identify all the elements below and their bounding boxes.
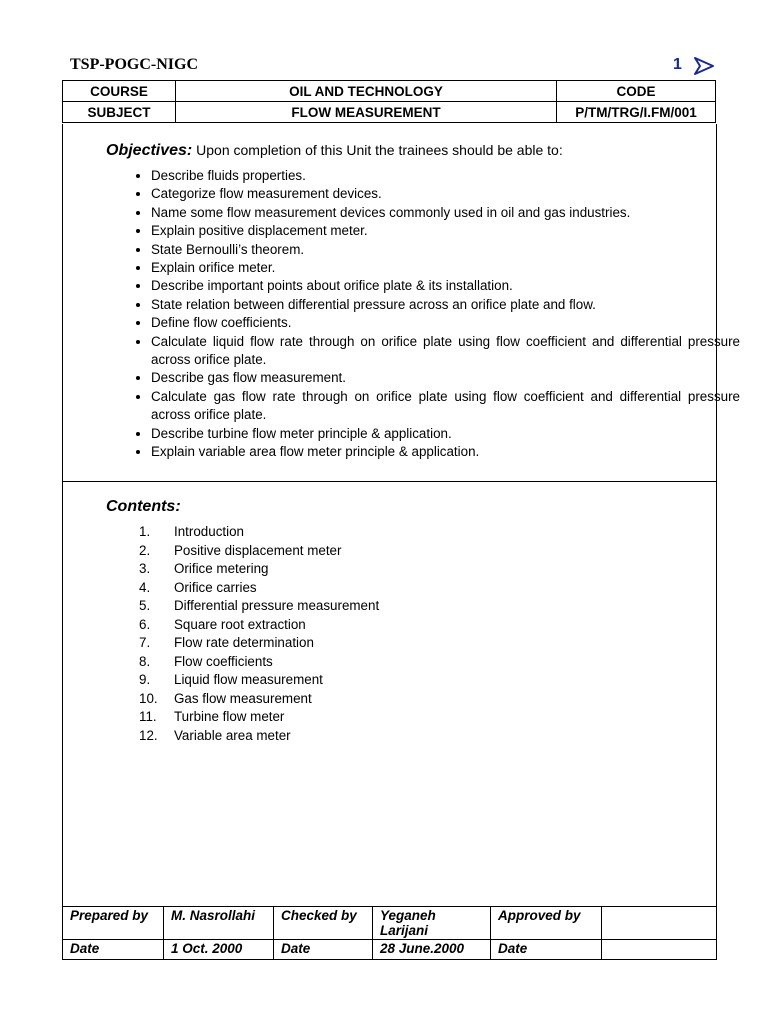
- objectives-intro: Upon completion of this Unit the trainees should be able to:: [192, 142, 563, 158]
- contents-item: [139, 727, 379, 746]
- contents-item: [139, 523, 379, 542]
- date-value-approved: [602, 940, 717, 961]
- contents-item-number: 8.: [139, 653, 151, 669]
- contents-heading: Contents:: [106, 498, 181, 515]
- approved-by-value: [602, 907, 717, 940]
- contents-item-text: Turbine flow meter: [174, 709, 285, 724]
- checked-by-label: Checked by: [274, 907, 373, 940]
- contents-item-text: Differential pressure measurement: [174, 598, 380, 613]
- contents-item: [139, 579, 379, 598]
- objective-item: • Name some flow measurement devices commonly used in oil and gas industries.: [151, 204, 740, 222]
- approval-table: [63, 906, 716, 960]
- date-label-prepared: Date: [63, 940, 164, 961]
- section-divider: [63, 481, 716, 482]
- objective-item: • State relation between differential pressure across an orifice plate and flow.: [151, 296, 740, 314]
- contents-item: [139, 708, 379, 727]
- contents-list: [139, 523, 379, 745]
- contents-item: [139, 616, 379, 635]
- date-value-prepared: 1 Oct. 2000: [164, 940, 274, 961]
- contents-item: [139, 560, 379, 579]
- contents-item: [139, 597, 379, 616]
- subject-label: SUBJECT: [63, 102, 176, 123]
- contents-item-number: 4.: [139, 579, 151, 595]
- contents-item-text: Orifice carries: [174, 579, 257, 595]
- subject-value: FLOW MEASUREMENT: [176, 102, 557, 123]
- contents-item-text: Positive displacement meter: [174, 542, 342, 558]
- contents-item-number: 1.: [139, 524, 151, 539]
- date-value-checked: 28 June.2000: [373, 940, 491, 961]
- contents-item-number: 5.: [139, 598, 151, 613]
- objective-item: • Explain variable area flow meter principle & application.: [151, 443, 740, 461]
- header-table: [62, 80, 716, 123]
- contents-item-number: 7.: [139, 635, 151, 650]
- contents-item: [139, 690, 379, 709]
- objective-item: • Describe important points about orifice plate & its installation.: [151, 277, 740, 295]
- course-label: COURSE: [63, 81, 176, 102]
- contents-item-text: Gas flow measurement: [174, 690, 312, 706]
- objective-item: • Calculate gas flow rate through on orifice plate using flow coefficient and differential pressure across orifice plate.: [151, 388, 740, 425]
- objectives-list: [103, 167, 740, 462]
- course-row: [63, 81, 716, 102]
- contents-item-text: Flow rate determination: [174, 635, 314, 650]
- contents-item-number: 9.: [139, 672, 151, 687]
- course-value: OIL AND TECHNOLOGY: [176, 81, 557, 102]
- arrow-right-icon: [693, 56, 715, 76]
- date-label-approved: Date: [491, 940, 602, 961]
- contents-item: [139, 542, 379, 561]
- objective-item: • Explain positive displacement meter.: [151, 222, 740, 240]
- date-row: [63, 940, 716, 961]
- contents-item-number: 11.: [139, 709, 157, 724]
- contents-item-text: Flow coefficients: [174, 653, 273, 669]
- contents-item-text: Introduction: [174, 524, 244, 539]
- checked-by-value: Yeganeh Larijani: [373, 907, 491, 940]
- contents-item-number: 10.: [139, 690, 158, 706]
- approval-row: [63, 907, 716, 940]
- prepared-by-value: M. Nasrollahi: [164, 907, 274, 940]
- contents-item-number: 6.: [139, 616, 151, 632]
- contents-item-number: 12.: [139, 727, 158, 743]
- contents-item-text: Liquid flow measurement: [174, 672, 323, 687]
- code-value: P/TM/TRG/I.FM/001: [557, 102, 716, 123]
- contents-item-text: Variable area meter: [174, 727, 291, 743]
- contents-item: [139, 634, 379, 653]
- contents-item: [139, 671, 379, 690]
- contents-item-number: 2.: [139, 542, 151, 558]
- contents-item-text: Orifice metering: [174, 561, 269, 576]
- objective-item: • Describe fluids properties.: [151, 167, 740, 185]
- objective-item: • Explain orifice meter.: [151, 259, 740, 277]
- objective-item: • Describe gas flow measurement.: [151, 369, 740, 387]
- contents-item: [139, 653, 379, 672]
- document-body: [62, 124, 740, 960]
- contents-item-text: Square root extraction: [174, 616, 306, 632]
- objective-item: • Describe turbine flow meter principle & application.: [151, 425, 740, 443]
- subject-row: [63, 102, 716, 123]
- date-label-checked: Date: [274, 940, 373, 961]
- objective-item: • Categorize flow measurement devices.: [151, 185, 740, 203]
- contents-item-number: 3.: [139, 561, 151, 576]
- document-id: TSP-POGC-NIGC: [70, 56, 198, 73]
- objective-item: • State Bernoulli’s theorem.: [151, 241, 740, 259]
- objective-item: • Calculate liquid flow rate through on orifice plate using flow coefficient and differential pressure across orifice plate.: [151, 333, 740, 370]
- page-number: 1: [673, 56, 682, 73]
- approved-by-label: Approved by: [491, 907, 602, 940]
- objectives-heading: [106, 142, 563, 160]
- prepared-by-label: Prepared by: [63, 907, 164, 940]
- objectives-label: Objectives:: [106, 142, 193, 159]
- objective-item: • Define flow coefficients.: [151, 314, 740, 332]
- code-label: CODE: [557, 81, 716, 102]
